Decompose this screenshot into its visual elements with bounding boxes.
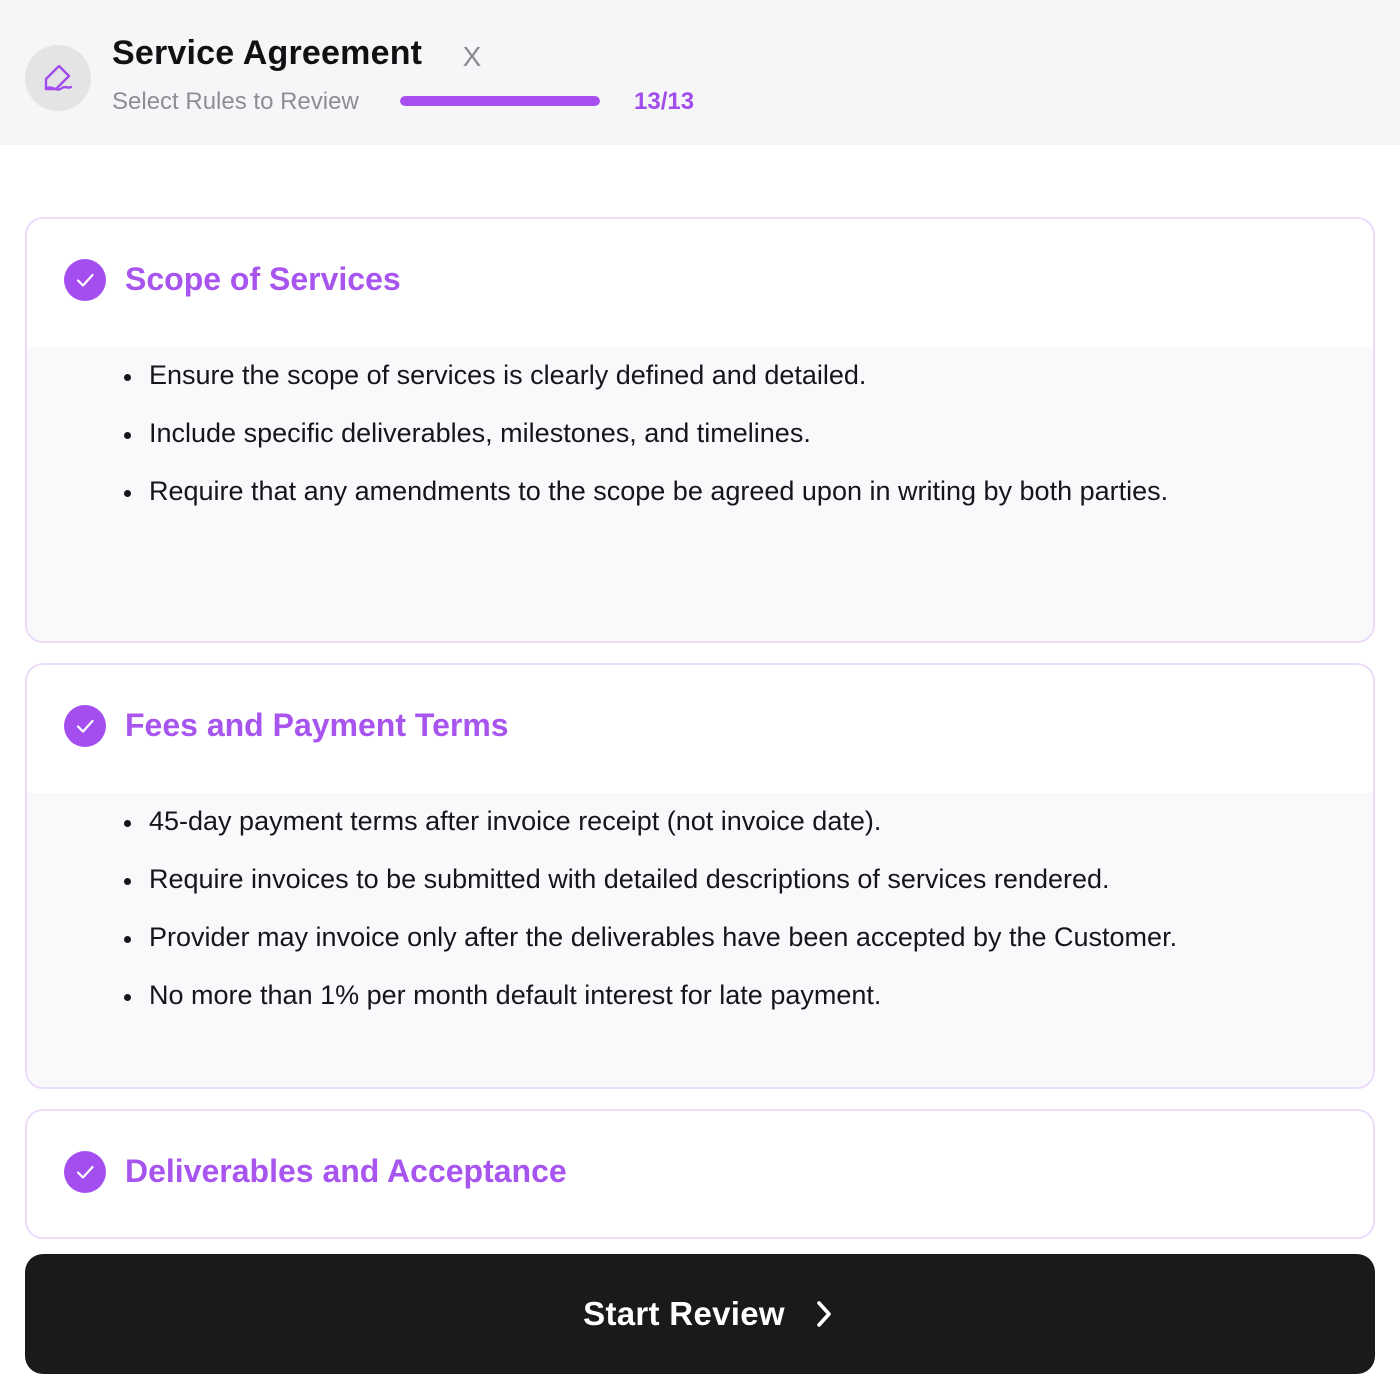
- header: [0, 0, 1400, 145]
- section-title: Deliverables and Acceptance: [125, 1153, 567, 1189]
- section-rules: [27, 347, 1373, 641]
- section-header[interactable]: [27, 665, 1373, 793]
- chevron-right-icon: [813, 1299, 835, 1329]
- check-circle-icon[interactable]: [64, 1151, 106, 1193]
- signature-pen-icon: [25, 45, 91, 111]
- section-header[interactable]: [27, 1111, 1373, 1239]
- section-title: Scope of Services: [125, 261, 401, 297]
- rule-item: Provider may invoice only after the deliverables have been accepted by the Customer.: [27, 917, 1373, 975]
- start-review-label: Start Review: [583, 1295, 785, 1332]
- close-button[interactable]: X: [462, 41, 482, 72]
- page-subtitle: Select Rules to Review: [112, 88, 359, 115]
- rule-item: 45-day payment terms after invoice receipt (not invoice date).: [27, 801, 1373, 859]
- section-rules: [27, 793, 1373, 1087]
- start-review-button[interactable]: [25, 1254, 1375, 1374]
- section-header[interactable]: [27, 219, 1373, 347]
- progress-bar: [400, 96, 600, 106]
- rule-item: No more than 1% per month default interest for late payment.: [27, 975, 1373, 1033]
- rule-item: Ensure the scope of services is clearly defined and detailed.: [27, 355, 1373, 413]
- progress-count: 13/13: [634, 88, 695, 115]
- check-circle-icon[interactable]: [64, 259, 106, 301]
- check-circle-icon[interactable]: [64, 705, 106, 747]
- section-title: Fees and Payment Terms: [125, 707, 509, 743]
- rule-item: Require that any amendments to the scope be agreed upon in writing by both parties.: [27, 471, 1373, 529]
- rule-item: Include specific deliverables, milestones, and timelines.: [27, 413, 1373, 471]
- progress-bar-fill: [400, 96, 600, 106]
- page-title: Service Agreement: [112, 34, 423, 72]
- rule-section-deliverables-and-acceptance: [25, 1109, 1375, 1239]
- rule-item: Require invoices to be submitted with detailed descriptions of services rendered.: [27, 859, 1373, 917]
- rule-section-scope-of-services: [25, 217, 1375, 643]
- rule-section-fees-and-payment-terms: [25, 663, 1375, 1089]
